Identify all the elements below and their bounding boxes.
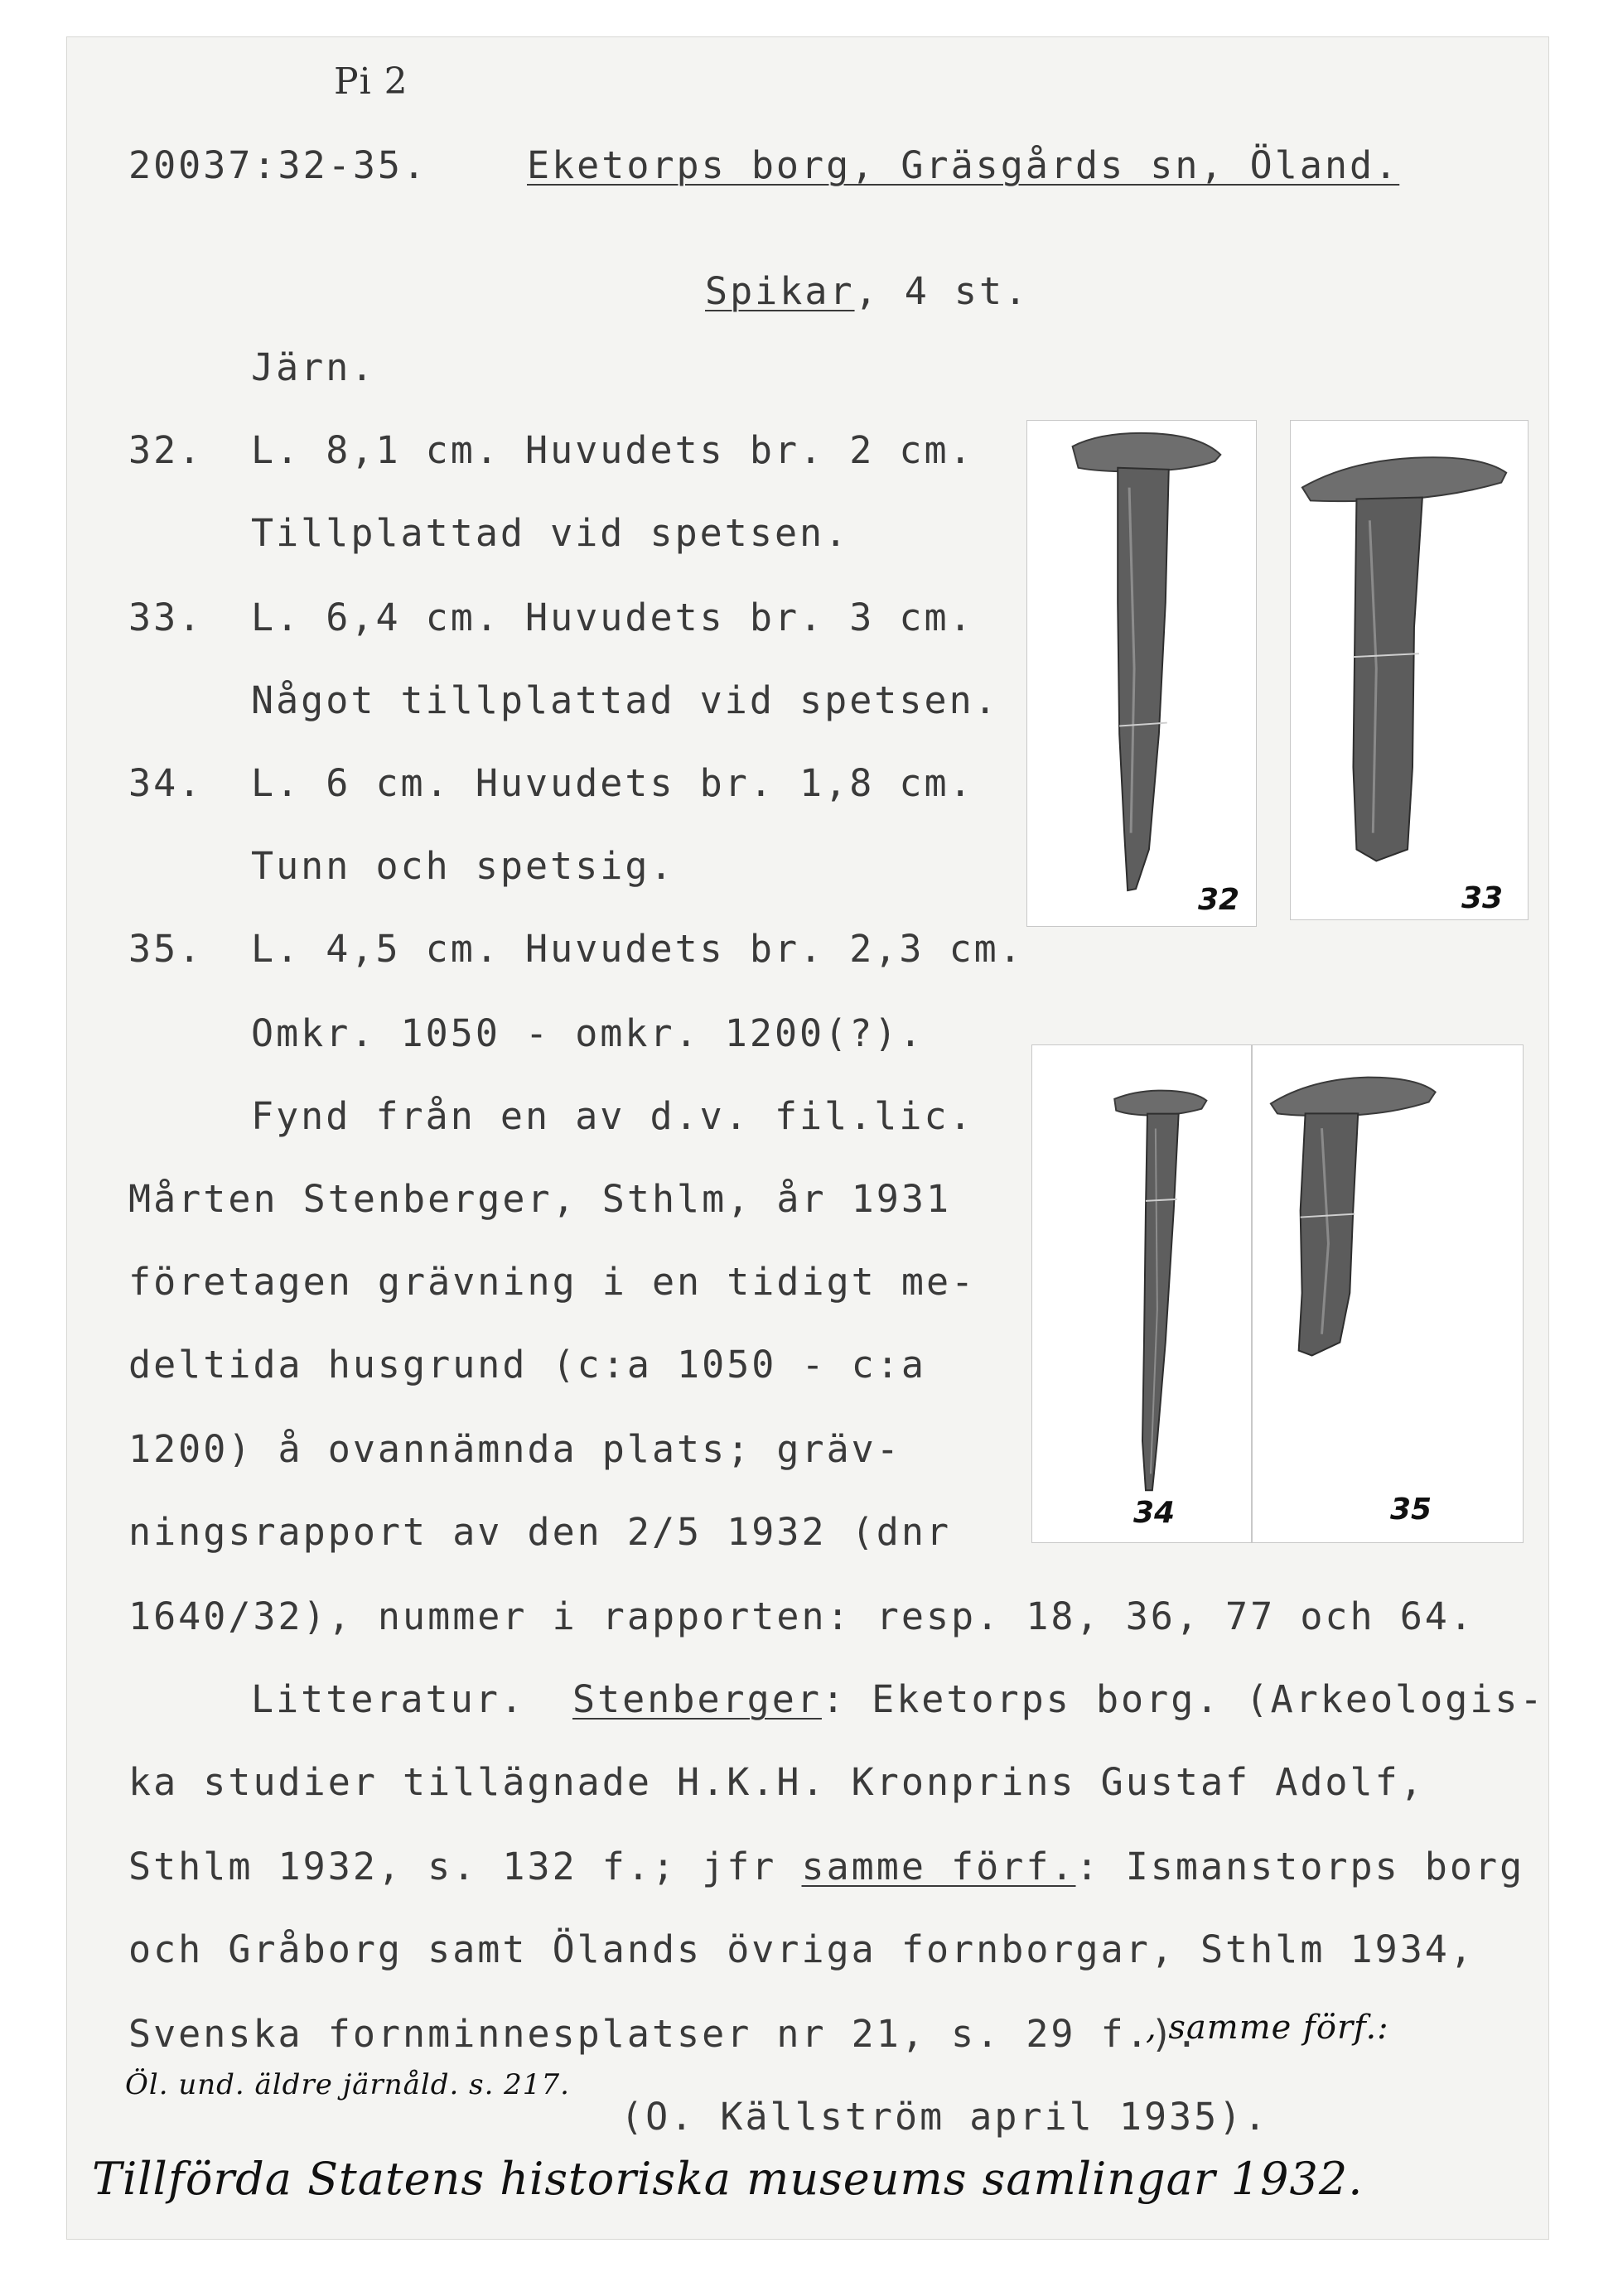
- find-text-line: företagen grävning i en tidigt me-: [128, 1260, 977, 1304]
- literature-label: Litteratur.: [251, 1677, 526, 1721]
- item-description: L. 6 cm. Huvudets br. 1,8 cm.: [251, 761, 974, 805]
- literature-line-3: Sthlm 1932, s. 132 f.; jfr samme förf.: Ismanstorps borg: [128, 1845, 1525, 1888]
- item-number: 32.: [128, 428, 204, 472]
- catalog-card: [66, 36, 1549, 2240]
- item-number: 33.: [128, 596, 204, 639]
- handwritten-footer: Tillförda Statens historiska museums samlingar 1932.: [92, 2153, 1364, 2205]
- nail-image: [1032, 1045, 1251, 1542]
- literature-reference: samme förf.: [801, 1845, 1076, 1888]
- find-text-line: Mårten Stenberger, Sthlm, år 1931: [128, 1177, 952, 1221]
- photo-label: 34: [1133, 1496, 1176, 1530]
- nail-image: [1027, 421, 1256, 926]
- pencil-mark: Pi 2: [334, 60, 408, 103]
- item-description: L. 6,4 cm. Huvudets br. 3 cm.: [251, 596, 974, 639]
- literature-line-1: Stenberger: Eketorps borg. (Arkeologis-: [572, 1677, 1545, 1721]
- dating: Omkr. 1050 - omkr. 1200(?).: [251, 1011, 925, 1055]
- signature: (O. Källström april 1935).: [621, 2095, 1269, 2139]
- find-text-line: ningsrapport av den 2/5 1932 (dnr: [128, 1510, 952, 1554]
- photo-label: 32: [1198, 883, 1240, 917]
- material: Järn.: [251, 345, 376, 389]
- nail-image: [1253, 1045, 1523, 1542]
- literature-line-4: och Gråborg samt Ölands övriga fornborgar, Sthlm 1934,: [128, 1927, 1475, 1971]
- find-text-line: deltida husgrund (c:a 1050 - c:a: [128, 1343, 926, 1387]
- literature-line-5: Svenska fornminnesplatser nr 21, s. 29 f.).: [128, 2012, 1200, 2056]
- photo-nail-33: [1290, 420, 1528, 920]
- handwritten-addition: , samme förf.:: [1146, 2009, 1389, 2047]
- item-note: Tillplattad vid spetsen.: [251, 511, 850, 555]
- photo-nail-35: [1252, 1044, 1524, 1543]
- find-text-line: 1200) å ovannämnda plats; gräv-: [128, 1427, 901, 1471]
- site-heading: Eketorps borg, Gräsgårds sn, Öland.: [527, 143, 1400, 187]
- item-description: L. 8,1 cm. Huvudets br. 2 cm.: [251, 428, 974, 472]
- catalog-number: 20037:32-35.: [128, 143, 428, 187]
- item-number: 35.: [128, 927, 204, 971]
- find-text-line: 1640/32), nummer i rapporten: resp. 18, 36, 77 och 64.: [128, 1594, 1475, 1638]
- find-text-line: Fynd från en av d.v. fil.lic.: [251, 1094, 974, 1138]
- photo-nail-32: [1026, 420, 1257, 927]
- literature-line-2: ka studier tillägnade H.K.H. Kronprins Gustaf Adolf,: [128, 1760, 1425, 1804]
- nail-image: [1291, 421, 1528, 919]
- item-note: Tunn och spetsig.: [251, 844, 675, 888]
- item-number: 34.: [128, 761, 204, 805]
- item-note: Något tillplattad vid spetsen.: [251, 678, 999, 722]
- photo-label: 33: [1461, 881, 1504, 915]
- object-name: Spikar: [705, 269, 855, 313]
- photo-nail-34: [1031, 1044, 1252, 1543]
- item-description: L. 4,5 cm. Huvudets br. 2,3 cm.: [251, 927, 1024, 971]
- literature-author: Stenberger: [572, 1677, 822, 1721]
- photo-label: 35: [1390, 1493, 1432, 1527]
- object-heading: [705, 271, 1029, 312]
- object-count: , 4 st.: [854, 269, 1030, 313]
- handwritten-addition: Öl. und. äldre järnåld. s. 217.: [125, 2068, 570, 2101]
